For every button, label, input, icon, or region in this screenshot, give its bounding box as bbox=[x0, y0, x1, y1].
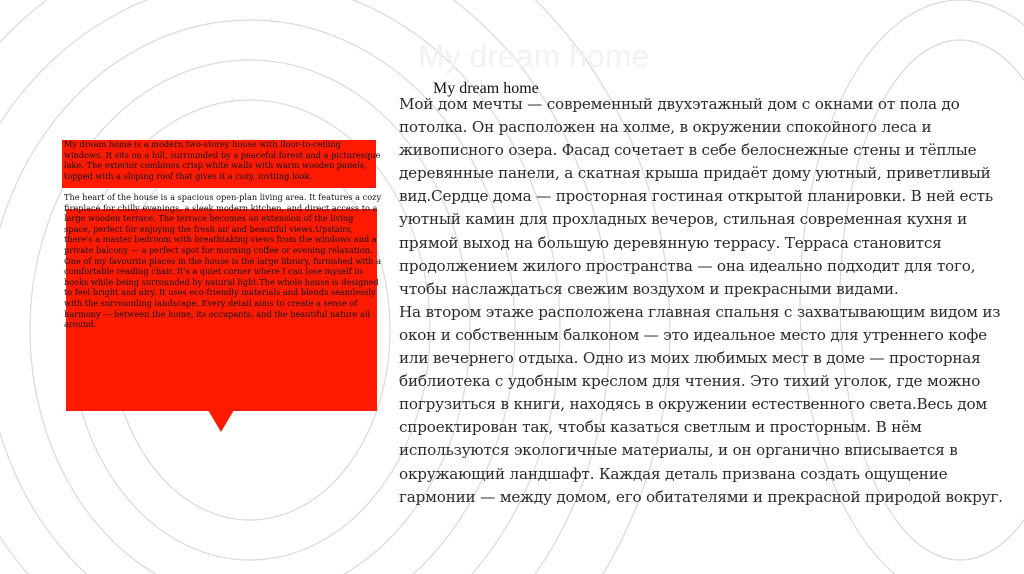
callout-tail bbox=[208, 410, 234, 432]
russian-paragraph: На втором этаже расположена главная спальня с захватывающим видом из окон и собственным балконом — это идеальное место для утреннего кофе или вечернего отдыха. Одно из моих любимых мест в доме — просторная библиотека с удобным креслом для чтения. Это тихий уголок, где можно погрузиться в книги, находясь в окружении естественного света.Весь дом спроектирован так, чтобы казаться светлым и просторным. В нём используются экологичные материалы, и он органично вписывается в окружающий ландшафт. Каждая деталь призвана создать ощущение гармонии — между домом, его обитателями и прекрасной природой вокруг. bbox=[399, 302, 1003, 506]
english-paragraph: The heart of the house is a spacious open-plan living area. It features a cozy fireplace for chilly evenings, a sleek modern kitchen, and direct access to a large wooden terrace. The terrace becomes an extension of the living space, perfect for enjoying the fresh air and beautiful views.Upstairs, there's a master bedroom with breathtaking views from the windows and a private balcony — a perfect spot for morning coffee or evening relaxation. One of my favourite places in the house is the large library, furnished with a comfortable reading chair. It's a quiet corner where I can lose myself in books while being surrounded by natural light.The whole house is designed to feel bright and airy. It uses eco-friendly materials and blends seamlessly with the surrounding landscape. Every detail aims to create a sense of harmony — between the home, its occupants, and the beautiful nature all around. bbox=[64, 191, 382, 330]
russian-paragraph: Мой дом мечты — современный двухэтажный дом с окнами от пола до потолка. Он расположен на холме, в окружении спокойного леса и живописного озера. Фасад сочетает в себе белоснежные стены и тёплые деревянные панели, а скатная крыша придаёт дому уютный, приветливый вид.Сердце дома — просторная гостиная открытой планировки. В ней есть уютный камин для прохладных вечеров, стильная современная кухня и прямой выход на большую деревянную террасу. Терраса становится продолжением жилого пространства — она идеально подходит для того, чтобы наслаждаться свежим воздухом и прекрасными видами. bbox=[399, 95, 993, 298]
english-paragraph: My dream home is a modern two-storey house with floor-to-ceiling windows. It sits on a hill, surrounded by a peaceful forest and a picturesque lake. The exterior combines crisp white walls with warm wooden panels, topped with a sloping roof that gives it a cozy, inviting look. bbox=[64, 139, 381, 181]
russian-text-block bbox=[399, 93, 1019, 509]
page-title: My dream home bbox=[433, 80, 539, 97]
ghost-title: My dream home bbox=[418, 38, 650, 74]
english-text-block bbox=[64, 139, 382, 330]
